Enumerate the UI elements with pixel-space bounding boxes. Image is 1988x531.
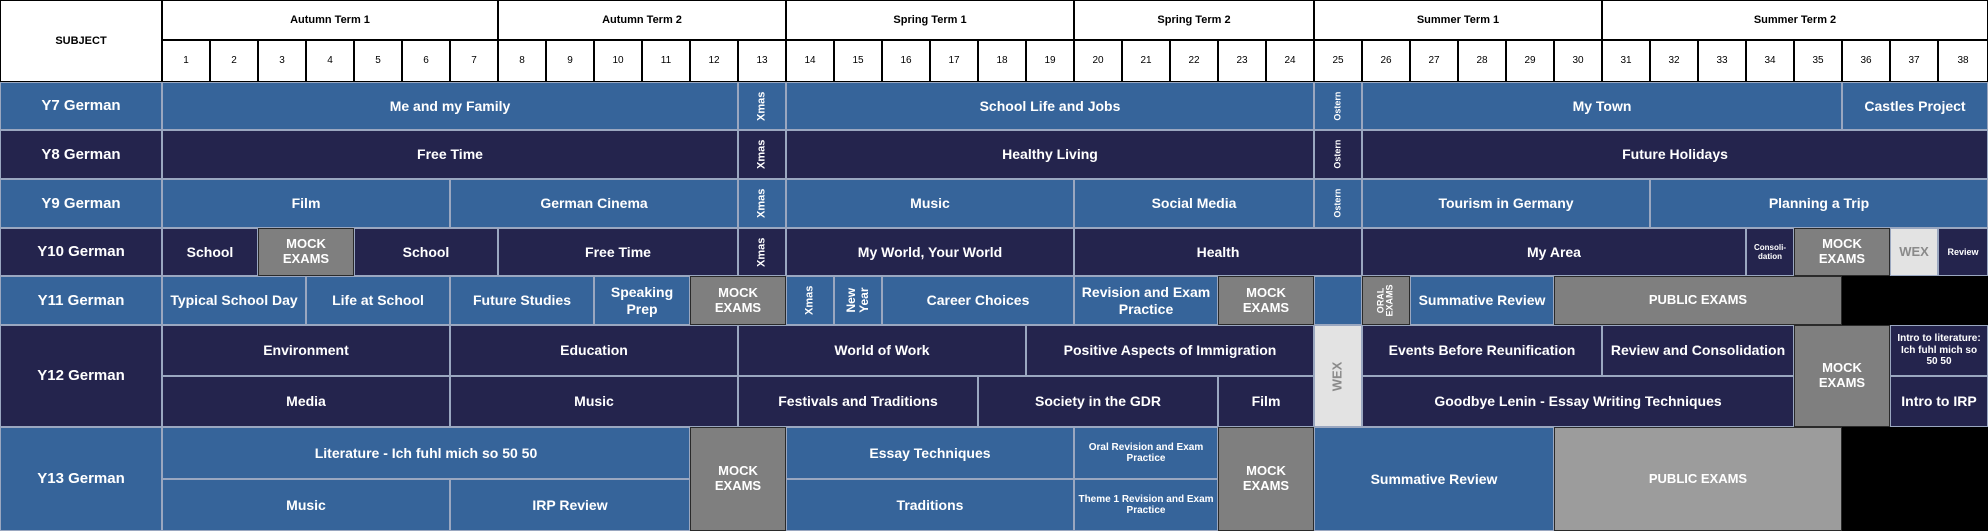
block-society-in-the-gdr: Society in the GDR [978,376,1218,427]
block-future-studies: Future Studies [450,276,594,325]
term-autumn-2: Autumn Term 2 [498,0,786,40]
block-career-choices: Career Choices [882,276,1074,325]
week-17: 17 [930,40,978,82]
block-empty [1842,276,1988,325]
term-autumn-1: Autumn Term 1 [162,0,498,40]
block-speaking-prep: Speaking Prep [594,276,690,325]
week-4: 4 [306,40,354,82]
week-27: 27 [1410,40,1458,82]
block-my-town: My Town [1362,82,1842,130]
block-mock-exams: MOCK EXAMS [690,276,786,325]
block-goodbye-lenin: Goodbye Lenin - Essay Writing Techniques [1362,376,1794,427]
block-ostern: Ostern [1314,82,1362,130]
week-34: 34 [1746,40,1794,82]
week-31: 31 [1602,40,1650,82]
block-music: Music [450,376,738,427]
block-events-before-reunification: Events Before Reunification [1362,325,1602,376]
week-32: 32 [1650,40,1698,82]
block-xmas: Xmas [786,276,834,325]
term-spring-1: Spring Term 1 [786,0,1074,40]
subject-y13: Y13 German [0,427,162,531]
week-8: 8 [498,40,546,82]
week-37: 37 [1890,40,1938,82]
subject-y7: Y7 German [0,82,162,130]
block-healthy-living: Healthy Living [786,130,1314,179]
week-16: 16 [882,40,930,82]
block-school: School [162,228,258,276]
week-13: 13 [738,40,786,82]
block-film: Film [162,179,450,228]
block-summative-review: Summative Review [1410,276,1554,325]
block-empty [1314,276,1362,325]
week-2: 2 [210,40,258,82]
week-1: 1 [162,40,210,82]
week-9: 9 [546,40,594,82]
week-3: 3 [258,40,306,82]
block-essay-techniques: Essay Techniques [786,427,1074,479]
block-wex: WEX [1890,228,1938,276]
subject-y10: Y10 German [0,228,162,276]
week-12: 12 [690,40,738,82]
block-theme-1-revision: Theme 1 Revision and Exam Practice [1074,479,1218,531]
subject-y12: Y12 German [0,325,162,427]
block-ostern: Ostern [1314,179,1362,228]
block-review-and-consolidation: Review and Consolidation [1602,325,1794,376]
block-irp-review: IRP Review [450,479,690,531]
block-wex: WEX [1314,325,1362,427]
block-oral-exams: ORAL EXAMS [1362,276,1410,325]
block-world-of-work: World of Work [738,325,1026,376]
block-typical-school-day: Typical School Day [162,276,306,325]
week-35: 35 [1794,40,1842,82]
week-19: 19 [1026,40,1074,82]
block-new-year: New Year [834,276,882,325]
block-media: Media [162,376,450,427]
week-11: 11 [642,40,690,82]
block-positive-aspects-of-immigration: Positive Aspects of Immigration [1026,325,1314,376]
block-free-time: Free Time [162,130,738,179]
block-health: Health [1074,228,1362,276]
block-intro-to-irp: Intro to IRP [1890,376,1988,427]
block-music: Music [786,179,1074,228]
week-30: 30 [1554,40,1602,82]
block-my-world-your-world: My World, Your World [786,228,1074,276]
block-mock-exams: MOCK EXAMS [1218,427,1314,531]
week-14: 14 [786,40,834,82]
week-36: 36 [1842,40,1890,82]
block-traditions: Traditions [786,479,1074,531]
block-education: Education [450,325,738,376]
subject-y8: Y8 German [0,130,162,179]
week-15: 15 [834,40,882,82]
block-consolidation: Consoli-dation [1746,228,1794,276]
block-intro-to-literature: Intro to literature: Ich fuhl mich so 50 50 [1890,325,1988,376]
week-25: 25 [1314,40,1362,82]
block-my-area: My Area [1362,228,1746,276]
block-free-time: Free Time [498,228,738,276]
week-18: 18 [978,40,1026,82]
block-life-at-school: Life at School [306,276,450,325]
block-mock-exams: MOCK EXAMS [258,228,354,276]
block-mock-exams: MOCK EXAMS [690,427,786,531]
block-planning-a-trip: Planning a Trip [1650,179,1988,228]
block-me-and-my-family: Me and my Family [162,82,738,130]
block-environment: Environment [162,325,450,376]
week-20: 20 [1074,40,1122,82]
block-review: Review [1938,228,1988,276]
week-26: 26 [1362,40,1410,82]
week-5: 5 [354,40,402,82]
block-ostern: Ostern [1314,130,1362,179]
block-public-exams: PUBLIC EXAMS [1554,276,1842,325]
week-28: 28 [1458,40,1506,82]
block-german-cinema: German Cinema [450,179,738,228]
block-film: Film [1218,376,1314,427]
week-24: 24 [1266,40,1314,82]
term-summer-1: Summer Term 1 [1314,0,1602,40]
block-summative-review: Summative Review [1314,427,1554,531]
week-29: 29 [1506,40,1554,82]
block-school-life-and-jobs: School Life and Jobs [786,82,1314,130]
term-spring-2: Spring Term 2 [1074,0,1314,40]
week-22: 22 [1170,40,1218,82]
block-mock-exams: MOCK EXAMS [1794,325,1890,427]
block-castles-project: Castles Project [1842,82,1988,130]
block-revision-and-exam-practice: Revision and Exam Practice [1074,276,1218,325]
block-literature: Literature - Ich fuhl mich so 50 50 [162,427,690,479]
block-music: Music [162,479,450,531]
week-7: 7 [450,40,498,82]
subject-header: SUBJECT [0,0,162,82]
block-empty [1842,427,1988,531]
subject-y9: Y9 German [0,179,162,228]
block-festivals-and-traditions: Festivals and Traditions [738,376,978,427]
block-mock-exams: MOCK EXAMS [1794,228,1890,276]
week-10: 10 [594,40,642,82]
block-xmas: Xmas [738,130,786,179]
block-oral-revision-and-exam-practice: Oral Revision and Exam Practice [1074,427,1218,479]
week-6: 6 [402,40,450,82]
week-33: 33 [1698,40,1746,82]
block-future-holidays: Future Holidays [1362,130,1988,179]
block-tourism-in-germany: Tourism in Germany [1362,179,1650,228]
block-school: School [354,228,498,276]
week-23: 23 [1218,40,1266,82]
block-xmas: Xmas [738,179,786,228]
subject-y11: Y11 German [0,276,162,325]
block-xmas: Xmas [738,82,786,130]
week-38: 38 [1938,40,1988,82]
block-social-media: Social Media [1074,179,1314,228]
block-public-exams: PUBLIC EXAMS [1554,427,1842,531]
term-summer-2: Summer Term 2 [1602,0,1988,40]
week-21: 21 [1122,40,1170,82]
block-xmas: Xmas [738,228,786,276]
block-mock-exams: MOCK EXAMS [1218,276,1314,325]
